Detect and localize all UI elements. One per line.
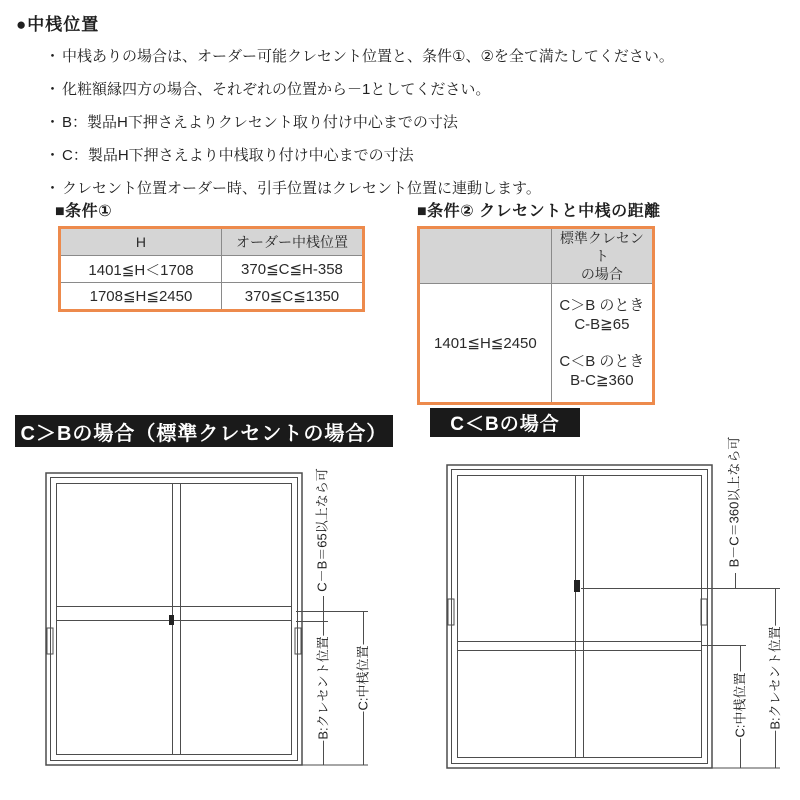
condition1-title: ■条件① <box>55 203 113 220</box>
section-header-c-lt-b: C＜Bの場合 <box>430 408 580 437</box>
condition1-col-header: H <box>60 228 222 256</box>
gap-dimension-label: C－B＝65以上なら可 <box>314 468 330 592</box>
table-cell: 370≦C≦1350 <box>221 283 363 311</box>
case-when: C＜B のとき <box>559 353 645 370</box>
header-line: 標準クレセント <box>559 230 644 264</box>
condition2-title: ■条件② クレセントと中桟の距離 <box>417 203 661 220</box>
table-cell: 370≦C≦H-358 <box>221 256 363 283</box>
table-row <box>60 256 364 283</box>
table-cell <box>551 284 653 404</box>
window-inner-frame <box>452 470 708 764</box>
case-c-gt-b <box>556 296 648 334</box>
page-title: ●中桟位置 <box>16 15 100 34</box>
window-outer-frame <box>447 465 712 768</box>
case-when: C＞B のとき <box>559 297 645 314</box>
intro-bullet: ・ 中桟ありの場合は、オーダー可能クレセント位置と、条件①、②を全て満たしてください。 <box>45 40 785 73</box>
intro-bullet: ・ B：製品H下押さえよりクレセント取り付け中心までの寸法 <box>45 106 785 139</box>
condition2-col-header <box>551 228 653 284</box>
table-row <box>419 284 654 404</box>
header-line: の場合 <box>580 266 623 282</box>
condition2-table <box>417 226 655 405</box>
section-header-c-gt-b: C＞Bの場合（標準クレセントの場合） <box>15 415 393 447</box>
rail-position-label: C:中桟位置 <box>732 672 748 738</box>
condition1-col-header: オーダー中桟位置 <box>221 228 363 256</box>
intro-bullet: ・ クレセント位置オーダー時、引手位置はクレセント位置に連動します。 <box>45 172 785 205</box>
condition1-table <box>58 226 365 312</box>
intro-bullet: ・ C：製品H下押さえより中桟取り付け中心までの寸法 <box>45 139 785 172</box>
table-cell: 1708≦H≦2450 <box>60 283 222 311</box>
table-cell: 1401≦H＜1708 <box>60 256 222 283</box>
window-drawing-c-gt-b <box>0 450 400 800</box>
intro-bullet: ・ 化粧額縁四方の場合、それぞれの位置から－1としてください。 <box>45 73 785 106</box>
case-rule: B-C≧360 <box>570 372 634 389</box>
crescent-position-label: B:クレセント位置 <box>767 626 783 730</box>
case-rule: C-B≧65 <box>574 316 630 333</box>
table-row <box>60 283 364 311</box>
table-cell: 1401≦H≦2450 <box>419 284 552 404</box>
gap-dimension-label: B－C＝360以上なら可 <box>726 436 742 568</box>
crescent-mark <box>169 615 174 625</box>
intro-bullet-list <box>45 40 785 205</box>
diagram-c-lt-b <box>400 405 800 800</box>
condition2-col-header-empty <box>419 228 552 284</box>
crescent-position-label: B:クレセント位置 <box>315 636 331 740</box>
case-c-lt-b <box>556 352 648 390</box>
sash-frame <box>458 476 702 758</box>
crescent-mark <box>574 580 580 592</box>
rail-position-label: C:中桟位置 <box>355 645 371 711</box>
diagram-c-gt-b <box>0 450 400 800</box>
